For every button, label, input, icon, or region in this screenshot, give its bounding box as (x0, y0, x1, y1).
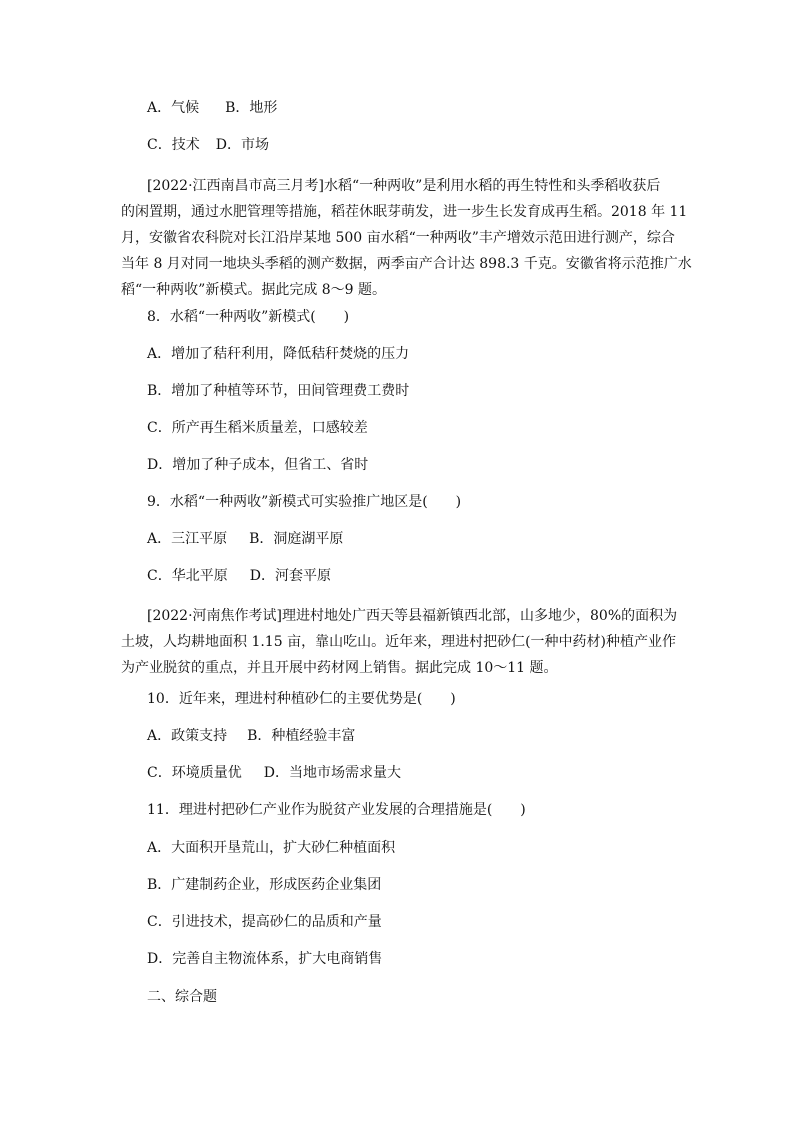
q9-option-d: D．河套平原 (249, 568, 331, 584)
q7-options-cd (147, 135, 269, 155)
q10-options-ab (147, 726, 355, 746)
q9-option-c: C．华北平原 (147, 568, 228, 584)
passage-2-line: 土坡，人均耕地面积 1.15 亩，靠山吃山。近年来，理进村把砂仁(一种中药材)种植产业作 (121, 634, 676, 650)
passage-1-line: [2022·江西南昌市高三月考]水稻“一种两收”是利用水稻的再生特性和头季稻收获后 (147, 178, 661, 194)
passage-1-line: 月，安徽省农科院对长江沿岸某地 500 亩水稻“一种两收”丰产增效示范田进行测产，综合 (121, 230, 675, 246)
q10-stem: 10．近年来，理进村种植砂仁的主要优势是( ) (147, 691, 456, 707)
q9-options-ab (147, 529, 343, 549)
q7-option-b: B．地形 (225, 100, 278, 116)
q9-stem: 9．水稻“一种两收”新模式可实验推广地区是( ) (147, 494, 462, 510)
q7-option-c: C．技术 (147, 137, 200, 153)
q11-option-b: B．广建制药企业，形成医药企业集团 (147, 877, 382, 893)
passage-1-line: 稻“一种两收”新模式。据此完成 8～9 题。 (121, 282, 387, 298)
q10-option-c: C．环境质量优 (147, 765, 242, 781)
q11-option-c: C．引进技术，提高砂仁的品质和产量 (147, 914, 382, 930)
q8-option-c: C．所产再生稻米质量差，口感较差 (147, 420, 368, 436)
passage-1-line: 的闲置期，通过水肥管理等措施，稻茬休眠芽萌发，进一步生长发育成再生稻。2018 年 11 (121, 204, 688, 220)
q7-options-ab (147, 98, 277, 118)
q7-option-d: D．市场 (215, 137, 269, 153)
q9-option-a: A．三江平原 (147, 531, 228, 547)
q8-option-d: D．增加了种子成本，但省工、省时 (147, 457, 369, 473)
q7-option-a: A．气候 (147, 100, 200, 116)
q9-option-b: B．洞庭湖平原 (249, 531, 344, 547)
q11-stem: 11．理进村把砂仁产业作为脱贫产业发展的合理措施是( ) (147, 802, 526, 818)
q10-option-a: A．政策支持 (147, 728, 228, 744)
q10-option-d: D．当地市场需求量大 (263, 765, 401, 781)
q8-option-a: A．增加了秸秆利用，降低秸秆焚烧的压力 (147, 346, 410, 362)
q10-options-cd (147, 763, 401, 783)
q11-option-d: D．完善自主物流体系，扩大电商销售 (147, 951, 383, 967)
passage-2-line: 为产业脱贫的重点，并且开展中药材网上销售。据此完成 10～11 题。 (121, 660, 558, 676)
section-2-title: 二、综合题 (147, 989, 217, 1005)
passage-2-line: [2022·河南焦作考试]理进村地处广西天等县福新镇西北部，山多地少，80%的面积为 (147, 608, 678, 624)
q8-option-b: B．增加了种植等环节，田间管理费工费时 (147, 383, 410, 399)
q9-options-cd (147, 566, 331, 586)
q10-option-b: B．种植经验丰富 (247, 728, 356, 744)
q8-stem: 8．水稻“一种两收”新模式( ) (147, 309, 350, 325)
passage-1 (121, 173, 692, 303)
passage-2 (121, 603, 678, 681)
passage-1-line: 当年 8 月对同一地块头季稻的测产数据，两季亩产合计达 898.3 千克。安徽省将示范推广水 (121, 256, 692, 272)
q11-option-a: A．大面积开垦荒山，扩大砂仁种植面积 (147, 840, 396, 856)
